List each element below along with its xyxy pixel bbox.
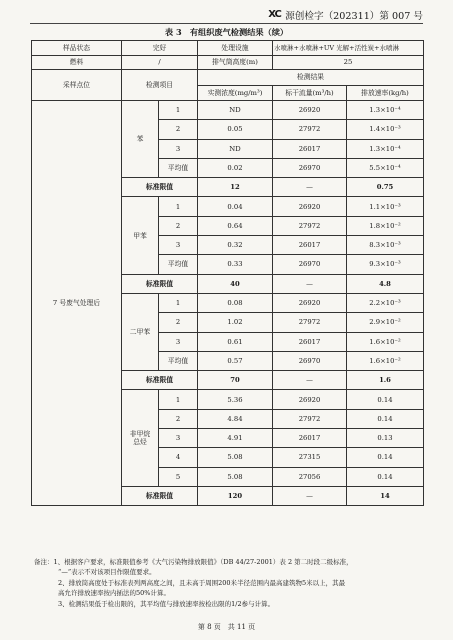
- concentration-value: 5.08: [198, 448, 273, 467]
- table-title: 表 3 有组织废气检测结果（续）: [164, 27, 289, 37]
- sample-number: 3: [159, 332, 198, 351]
- info-row-fuel: [32, 55, 424, 70]
- fuel-value: /: [122, 55, 198, 70]
- flow-value: 26920: [273, 293, 347, 312]
- sample-number: 2: [159, 313, 198, 332]
- limit-label: 标准限值: [122, 178, 198, 197]
- concentration-value: 0.61: [198, 332, 273, 351]
- info-row-status: [32, 41, 424, 56]
- limit-label: 标准限值: [122, 274, 198, 293]
- limit-flow: —: [273, 274, 347, 293]
- sample-number: 5: [159, 467, 198, 486]
- results-table: [31, 40, 424, 506]
- remark-line: 3、检测结果低于检出限的，其平均值与排放速率按检出限的1/2参与计算。: [58, 599, 275, 608]
- facility-value: 水喷淋+水喷淋+UV 光解+活性炭+水喷淋: [273, 41, 424, 56]
- limit-concentration: 120: [198, 486, 273, 505]
- sample-number: 2: [159, 409, 198, 428]
- limit-flow: —: [273, 371, 347, 390]
- emission-rate-value: 5.5×10⁻⁴: [347, 158, 424, 177]
- flow-value: 26920: [273, 197, 347, 216]
- flow-value: 26920: [273, 390, 347, 409]
- height-label: 排气筒高度(m): [198, 55, 273, 70]
- height-value: 25: [273, 55, 424, 70]
- limit-emission-rate: 4.8: [347, 274, 424, 293]
- flow-value: 27972: [273, 216, 347, 235]
- emission-rate-value: 0.14: [347, 409, 424, 428]
- concentration-value: 0.57: [198, 351, 273, 370]
- facility-label: 处理设施: [198, 41, 273, 56]
- flow-value: 27056: [273, 467, 347, 486]
- flow-value: 26970: [273, 351, 347, 370]
- flow-value: 26017: [273, 236, 347, 255]
- col-results: 检测结果: [198, 70, 424, 85]
- sample-number: 1: [159, 197, 198, 216]
- emission-rate-value: 0.13: [347, 429, 424, 448]
- page-footer: 第 8 页 共 11 页: [197, 623, 256, 631]
- limit-flow: —: [273, 178, 347, 197]
- sample-number: 1: [159, 390, 198, 409]
- emission-rate-value: 2.9×10⁻²: [347, 313, 424, 332]
- emission-rate-value: 2.2×10⁻³: [347, 293, 424, 312]
- table-row: [32, 100, 424, 119]
- emission-rate-value: 1.3×10⁻⁴: [347, 139, 424, 158]
- col-concentration: 实测浓度(mg/m³): [198, 85, 273, 100]
- col-emission-rate: 排放速率(kg/h): [347, 85, 424, 100]
- limit-label: 标准限值: [122, 486, 198, 505]
- sample-number: 平均值: [159, 255, 198, 274]
- emission-rate-value: 1.6×10⁻²: [347, 351, 424, 370]
- sample-status-value: 完好: [122, 41, 198, 56]
- concentration-value: 0.33: [198, 255, 273, 274]
- pollutant-name: 二甲苯: [122, 293, 159, 370]
- sample-number: 1: [159, 293, 198, 312]
- sample-number: 3: [159, 429, 198, 448]
- concentration-value: 5.08: [198, 467, 273, 486]
- concentration-value: 0.02: [198, 158, 273, 177]
- emission-rate-value: 0.14: [347, 448, 424, 467]
- concentration-value: 5.36: [198, 390, 273, 409]
- concentration-value: 0.32: [198, 236, 273, 255]
- remark-line: 备注：1、根据客户要求，标准限值参考《大气污染物排放限值》（DB 44/27-2001）表 2 第二时段二级标准，: [34, 558, 353, 566]
- emission-rate-value: 1.3×10⁻⁴: [347, 100, 424, 119]
- header-divider: [30, 23, 423, 24]
- limit-emission-rate: 1.6: [347, 371, 424, 390]
- remark-line: 2、排放筒高度处于标准表列两高度之间，且未高于周围200米半径范围内最高建筑物5米以上，其最: [58, 578, 346, 587]
- flow-value: 27972: [273, 409, 347, 428]
- sample-number: 3: [159, 236, 198, 255]
- flow-value: 26970: [273, 255, 347, 274]
- limit-concentration: 70: [198, 371, 273, 390]
- limit-concentration: 12: [198, 178, 273, 197]
- sampling-point-cell: 7 号废气处理后: [32, 100, 122, 505]
- sample-number: 3: [159, 139, 198, 158]
- emission-rate-value: 0.14: [347, 467, 424, 486]
- flow-value: 27972: [273, 120, 347, 139]
- pollutant-name: 苯: [122, 100, 159, 177]
- report-header: [268, 8, 423, 22]
- flow-value: 26970: [273, 158, 347, 177]
- concentration-value: 0.05: [198, 120, 273, 139]
- concentration-value: 4.84: [198, 409, 273, 428]
- flow-value: 26920: [273, 100, 347, 119]
- flow-value: 27315: [273, 448, 347, 467]
- emission-rate-value: 8.3×10⁻³: [347, 236, 424, 255]
- pollutant-name: 甲苯: [122, 197, 159, 274]
- company-logo-icon: XC: [268, 9, 281, 20]
- flow-value: 26017: [273, 139, 347, 158]
- emission-rate-value: 1.1×10⁻³: [347, 197, 424, 216]
- flow-value: 27972: [273, 313, 347, 332]
- concentration-value: ND: [198, 139, 273, 158]
- limit-label: 标准限值: [122, 371, 198, 390]
- concentration-value: 0.04: [198, 197, 273, 216]
- header-row-1: [32, 70, 424, 85]
- limit-concentration: 40: [198, 274, 273, 293]
- limit-flow: —: [273, 486, 347, 505]
- col-test-item: 检测项目: [122, 70, 198, 101]
- sample-number: 4: [159, 448, 198, 467]
- col-sampling-point: 采样点位: [32, 70, 122, 101]
- sample-number: 平均值: [159, 351, 198, 370]
- sample-status-label: 样品状态: [32, 41, 122, 56]
- emission-rate-value: 1.4×10⁻³: [347, 120, 424, 139]
- pollutant-name: 非甲烷 总烃: [122, 390, 159, 486]
- limit-emission-rate: 14: [347, 486, 424, 505]
- sample-number: 2: [159, 216, 198, 235]
- concentration-value: 0.08: [198, 293, 273, 312]
- limit-emission-rate: 0.75: [347, 178, 424, 197]
- fuel-label: 燃料: [32, 55, 122, 70]
- concentration-value: ND: [198, 100, 273, 119]
- sample-number: 1: [159, 100, 198, 119]
- col-flow: 标干流量(m³/h): [273, 85, 347, 100]
- document-number: 源创检字（202311）第 007 号: [285, 11, 423, 22]
- sample-number: 平均值: [159, 158, 198, 177]
- emission-rate-value: 1.8×10⁻²: [347, 216, 424, 235]
- emission-rate-value: 1.6×10⁻²: [347, 332, 424, 351]
- emission-rate-value: 9.3×10⁻³: [347, 255, 424, 274]
- remarks: [34, 557, 420, 609]
- remark-line: “—”表示不对该项目作限值要求。: [58, 568, 156, 577]
- flow-value: 26017: [273, 332, 347, 351]
- concentration-value: 1.02: [198, 313, 273, 332]
- flow-value: 26017: [273, 429, 347, 448]
- remark-line: 高允许排放速率按内插法的50%计算。: [58, 589, 170, 598]
- concentration-value: 0.64: [198, 216, 273, 235]
- emission-rate-value: 0.14: [347, 390, 424, 409]
- concentration-value: 4.91: [198, 429, 273, 448]
- sample-number: 2: [159, 120, 198, 139]
